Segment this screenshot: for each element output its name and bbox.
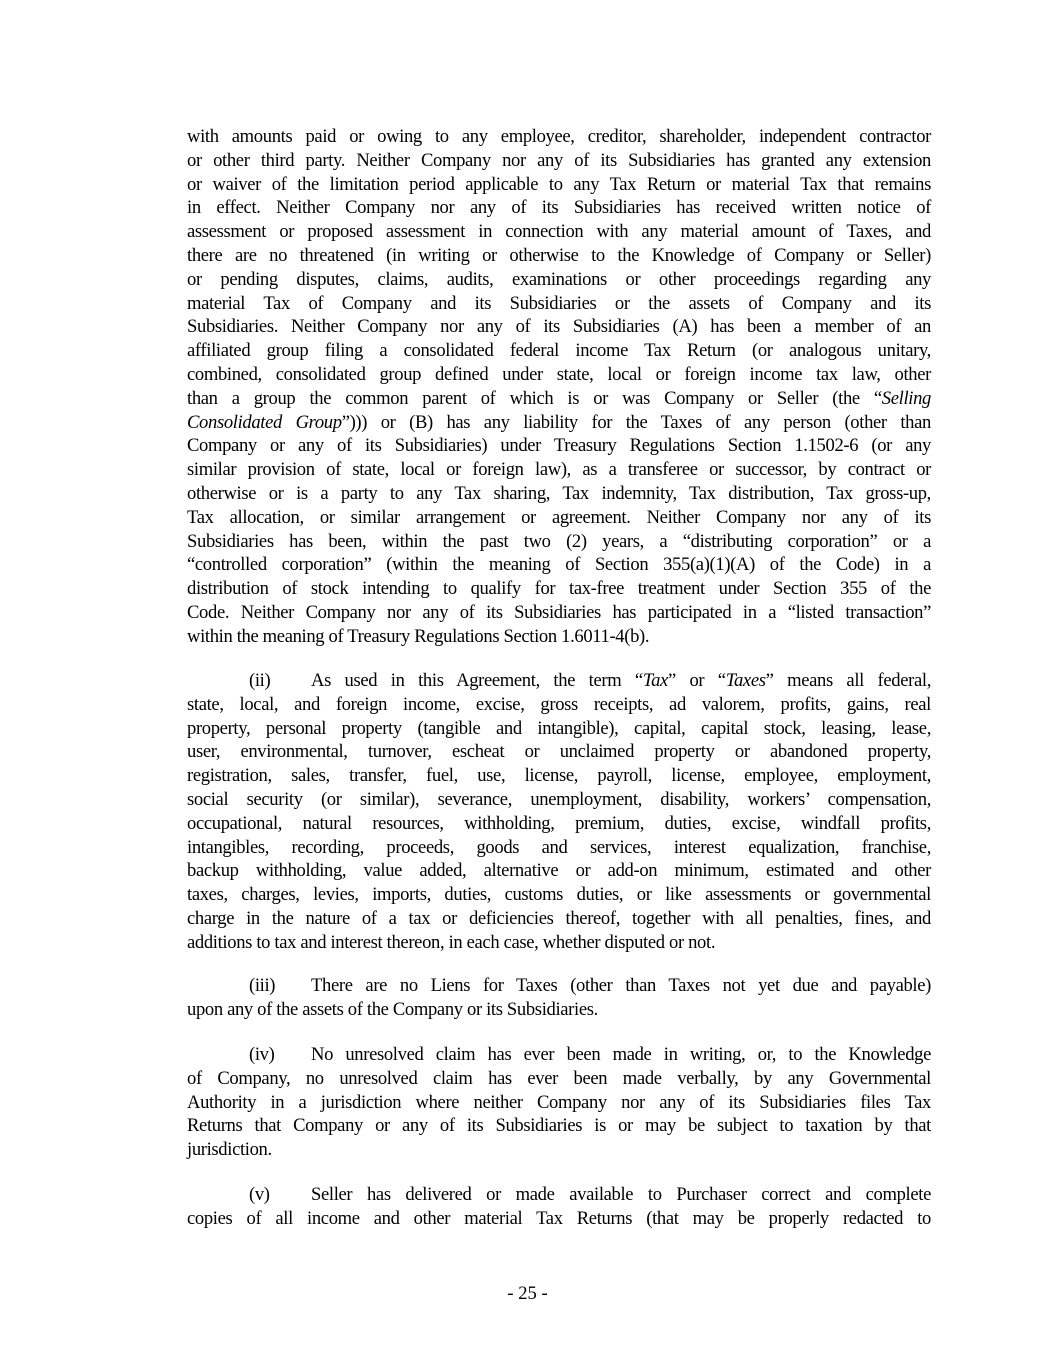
text-line: in effect. Neither Company nor any of its Subsidiaries has received written notice of [187,197,931,219]
text-line: copies of all income and other material Tax Returns (that may be properly redacted to [187,1207,931,1229]
text-line: Subsidiaries. Neither Company nor any of its Subsidiaries (A) has been a member of an [187,316,931,338]
paragraph-v [187,1183,931,1231]
paragraph-number: (iv) [249,1044,275,1065]
text-line: Returns that Company or any of its Subsidiaries is or may be subject to taxation by that [187,1115,931,1137]
text-line: Tax allocation, or similar arrangement or agreement. Neither Company nor any of its [187,506,931,528]
text-line: property, personal property (tangible and intangible), capital, capital stock, leasing, lease, [187,717,931,739]
paragraph-ii [187,669,931,955]
text-segment [311,669,931,693]
paragraph-iii [187,974,931,1022]
page-number: - 25 - [507,1283,548,1304]
text-line: occupational, natural resources, withholding, premium, duties, excise, windfall profits, [187,812,931,834]
text-line: Company or any of its Subsidiaries) under Treasury Regulations Section 1.1502-6 (or any [187,435,931,457]
text-line: Subsidiaries has been, within the past two (2) years, a “distributing corporation” or a [187,530,931,552]
text-line: social security (or similar), severance, unemployment, disability, workers’ compensation, [187,788,931,810]
text-line: backup withholding, value added, alternative or add-on minimum, estimated and other [187,860,931,882]
paragraph-number: (v) [249,1184,270,1205]
paragraph-number: (iii) [249,975,276,996]
text-line: Authority in a jurisdiction where neither Company nor any of its Subsidiaries files Tax [187,1091,931,1113]
text-line: similar provision of state, local or foreign law), as a transferee or successor, by contract or [187,459,931,481]
defined-term: Consolidated Group [187,411,342,433]
text-segment: ” or “ [667,670,726,691]
paragraph-iv [187,1043,931,1162]
text-segment: There are no Liens for Taxes (other than Taxes not yet due and payable) [311,975,931,996]
text-segment: As used in this Agreement, the term “ [311,670,643,691]
text-line: state, local, and foreign income, excise, gross receipts, ad valorem, profits, gains, real [187,693,931,715]
paragraph-number: (ii) [249,670,271,691]
text-line: or other third party. Neither Company nor any of its Subsidiaries has granted any extension [187,149,931,171]
text-line: taxes, charges, levies, imports, duties, customs duties, or like assessments or governmental [187,884,931,906]
text-line: “controlled corporation” (within the meaning of Section 355(a)(1)(A) of the Code) in a [187,554,931,576]
text-line [187,411,931,435]
text-line: assessment or proposed assessment in connection with any material amount of Taxes, and [187,221,931,243]
text-segment: ” means all federal, [765,670,931,691]
text-line: user, environmental, turnover, escheat or unclaimed property or abandoned property, [187,741,931,763]
text-line: of Company, no unresolved claim has ever been made verbally, by any Governmental [187,1067,931,1089]
text-line: or pending disputes, claims, audits, examinations or other proceedings regarding any [187,268,931,290]
text-line: within the meaning of Treasury Regulations Section 1.6011-4(b). [187,625,650,647]
text-line: there are no threatened (in writing or otherwise to the Knowledge of Company or Seller) [187,244,931,266]
text-line [187,387,931,411]
defined-term: Selling [881,387,931,409]
text-line: charge in the nature of a tax or deficiencies thereof, together with all penalties, fines, and [187,907,931,929]
defined-term: Tax [642,670,668,691]
text-segment: Seller has delivered or made available to Purchaser correct and complete [311,1184,931,1205]
text-line: additions to tax and interest thereon, in each case, whether disputed or not. [187,931,716,953]
text-line: Code. Neither Company nor any of its Subsidiaries has participated in a “listed transaction” [187,601,931,623]
text-line: combined, consolidated group defined under state, local or foreign income tax law, other [187,363,931,385]
text-line [187,669,931,693]
text-line: affiliated group filing a consolidated federal income Tax Return (or analogous unitary, [187,340,931,362]
text-line: with amounts paid or owing to any employee, creditor, shareholder, independent contractor [187,126,931,147]
text-line: registration, sales, transfer, fuel, use, license, payroll, license, employee, employment, [187,765,931,787]
text-line: otherwise or is a party to any Tax sharing, Tax indemnity, Tax distribution, Tax gross-up, [187,482,931,504]
text-line [187,1043,931,1067]
defined-term: Taxes [725,670,766,691]
text-segment: No unresolved claim has ever been made in writing, or, to the Knowledge [311,1044,931,1065]
text-line: intangibles, recording, proceeds, goods and services, interest equalization, franchise, [187,836,931,858]
text-line: material Tax of Company and its Subsidiaries or the assets of Company and its [187,292,931,314]
text-line [187,1183,931,1207]
text-line: upon any of the assets of the Company or its Subsidiaries. [187,998,598,1020]
text-line [187,974,931,998]
text-line: or waiver of the limitation period applicable to any Tax Return or material Tax that remains [187,173,931,195]
text-segment: ”))) or (B) has any liability for the Taxes of any person (other than [341,411,931,433]
text-line: distribution of stock intending to qualify for tax-free treatment under Section 355 of the [187,578,931,600]
text-line: jurisdiction. [187,1139,272,1161]
paragraph-continuation [187,125,931,649]
text-segment: than a group the common parent of which is or was Company or Seller (the “ [187,387,882,409]
